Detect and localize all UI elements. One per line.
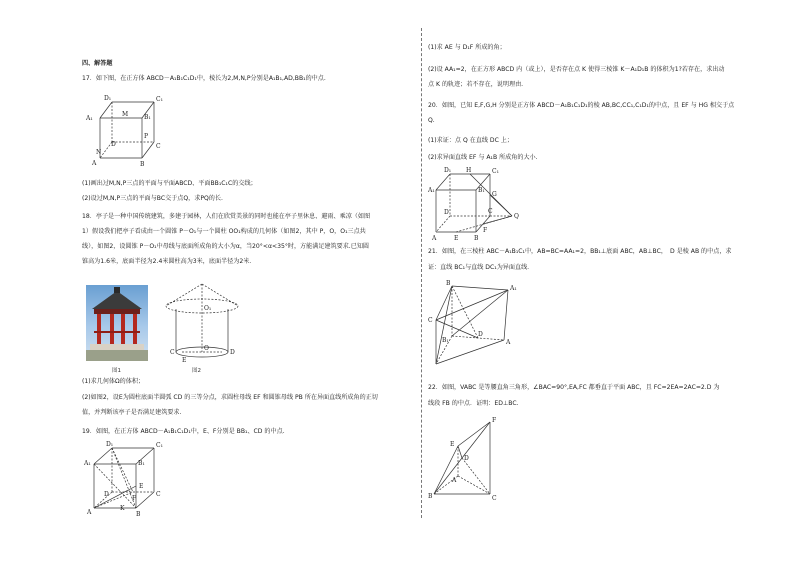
q21-stem-line1: 21．如图，在三棱柱 ABC－A₁B₁C₁中，AB=BC=AA₁=2，BB₁⊥底面 ABC，AB⊥BC， D 是棱 AB 的中点，求 [428,248,732,255]
q18-part2-line2: 值，并判断该亭子是否满足建筑要求. [82,409,182,416]
fig21-label-D: D [478,331,483,338]
figure-19-cube [84,440,174,520]
fig22-label-B: B [428,493,433,500]
fig19-label-D: D [104,491,109,498]
fig17-label-C: C [156,143,161,150]
fig17-label-M: M [122,111,129,118]
fig19-label-E: E [139,483,144,490]
fig18-label-E: E [182,357,187,364]
q22-stem-line1: 22．如图，VABC 是等腰直角三角形，∠BAC=90°,EA,FC 都垂直于平面 ABC，且 FC=2EA=2AC=2.D 为 [428,384,720,391]
q18-line2: 1）假设我们把亭子看成由一个圆锥 P－O₁与一个圆柱 OO₁构成的几何体（如图2，其中 P，O，O₁三点共 [82,228,366,235]
fig18-label-D: D [230,349,235,356]
fig17-label-B: B [140,161,145,168]
fig17-label-D1: D₁ [104,95,112,102]
fig20-label-A: A [432,235,437,242]
fig22-label-F: F [492,417,497,424]
fig20-label-A1: A₁ [428,187,435,194]
q18-line4: 锥高为1.6米，底面半径为2.4米圆柱高为3米，底面半径为2米. [82,258,252,265]
fig20-label-C1: C₁ [492,168,499,175]
fig19-label-B1: B₁ [138,460,145,467]
fig17-label-D: D [111,141,116,148]
fig20-label-B: B [474,235,479,242]
fig17-label-B1: B₁ [144,114,151,121]
q21-stem-line2: 证：直线 BC₁与直线 DC₁为异面直线. [428,264,530,271]
q17-part2: (2)设过M,N,P三点的平面与BC交于点Q，求PQ的长. [82,195,223,202]
q20-stem-line1: 20．如图，已知 E,F,G,H 分别是正方体 ABCD－A₁B₁C₁D₁的棱 AB,BC,CC₁,C₁D₁的中点，且 EF 与 HG 相交于点 [428,102,735,109]
fig17-label-A: A [92,160,97,167]
q19-stem: 19．如图，在正方体 ABCD－A₁B₁C₁D₁中，E、F分别是 BB₁、CD 的中点. [82,428,285,435]
fig20-label-D: D [444,209,449,216]
q20-part1: (1)求证：点 Q 在直线 DC 上； [428,137,513,144]
q19-part2-line2: 点 K 的轨迹；若不存在，说明理由. [428,81,524,88]
fig17-label-P: P [144,133,149,140]
fig21-label-A1: A₁ [510,285,517,292]
fig20-label-H: H [466,167,472,174]
fig17-label-C1: C₁ [156,96,163,103]
q18-line3: 线），如图2，设圆锥 P－O₁中母线与底面所成角的大小为α，当20°<α<35°时，方能满足建筑要求.已知圆 [82,243,370,250]
figure-21-prism [428,280,518,368]
fig21-label-B1: B₁ [442,337,449,344]
fig19-label-C1: C₁ [156,442,163,449]
q17-part1: (1)画出过M,N,P三点的平面与平面ABCD、平面BB₁C₁C的交线； [82,180,257,187]
q18-part2-line1: (2)如图2，设E为圆柱底面半圆弧 CD 的三等分点，求圆柱母线 EF 和圆锥母线 PB 所在异面直线所成角的正切 [82,394,378,401]
q18-part1: (1)求几何体Ω的体积； [82,378,145,385]
fig20-label-D1: D₁ [444,167,452,174]
fig20-label-G: G [492,191,497,198]
fig21-label-B: B [446,280,451,287]
figure-18-pavilion-model [162,280,242,366]
fig20-label-B1: B₁ [478,187,485,194]
fig22-label-A: A [452,477,457,484]
fig22-label-C: C [492,495,497,502]
section-title: 四、解答题 [82,60,113,67]
fig19-label-C: C [156,491,161,498]
pavilion-photo [86,285,148,361]
q19-part1: (1)求 AE 与 D₁F 所成的角； [428,44,506,51]
fig20-label-F: F [483,227,488,234]
fig19-label-F: F [132,495,137,502]
q17-stem: 17．如下图，在正方体 ABCD－A₁B₁C₁D₁中，棱长为2,M,N,P分别是A₁B₁,AD,BB₁的中点. [82,75,326,82]
fig2-caption: 图2 [192,368,201,374]
fig19-label-A1: A₁ [84,460,91,467]
fig1-caption: 图1 [112,368,121,374]
q19-part2-line1: (2)设 AA₁=2，在正方形 ABCD 内（或上），是否存在点 K 使得三棱锥 K－A₁D₁B 的体积为1?若存在，求出动 [428,66,725,73]
figure-20-cube [428,168,528,242]
fig20-label-E: E [454,235,459,242]
fig20-label-C: C [488,208,493,215]
figure-17-cube [82,88,172,170]
fig21-label-C: C [428,317,433,324]
fig19-label-D1: D₁ [106,441,114,448]
fig20-label-Q: Q [514,213,519,220]
q20-part2: (2)求异面直线 EF 与 A₁B 所成角的大小. [428,154,538,161]
fig18-label-C: C [170,349,175,356]
fig21-label-A: A [506,339,511,346]
fig19-label-B: B [136,511,141,518]
fig19-label-K: K [120,505,125,512]
fig22-label-D: D [464,455,469,462]
figure-22-solid [428,416,508,502]
q20-stem-line2: Q. [428,117,435,124]
fig18-label-O1: O₁ [204,305,212,312]
column-divider [421,28,422,518]
q22-stem-line2: 线段 FB 的中点．证明：ED⊥BC. [428,400,519,407]
q18-line1: 18．亭子是一种中国传统建筑，多建于园林，人们在欣赏美景的同时也能在亭子里休息、避雨、乘凉（如图 [82,213,371,220]
fig18-label-O: O [204,345,209,352]
fig17-label-A1: A₁ [86,115,93,122]
fig17-label-N: N [96,149,102,156]
fig19-label-A: A [87,509,92,516]
fig22-label-E: E [450,441,455,448]
